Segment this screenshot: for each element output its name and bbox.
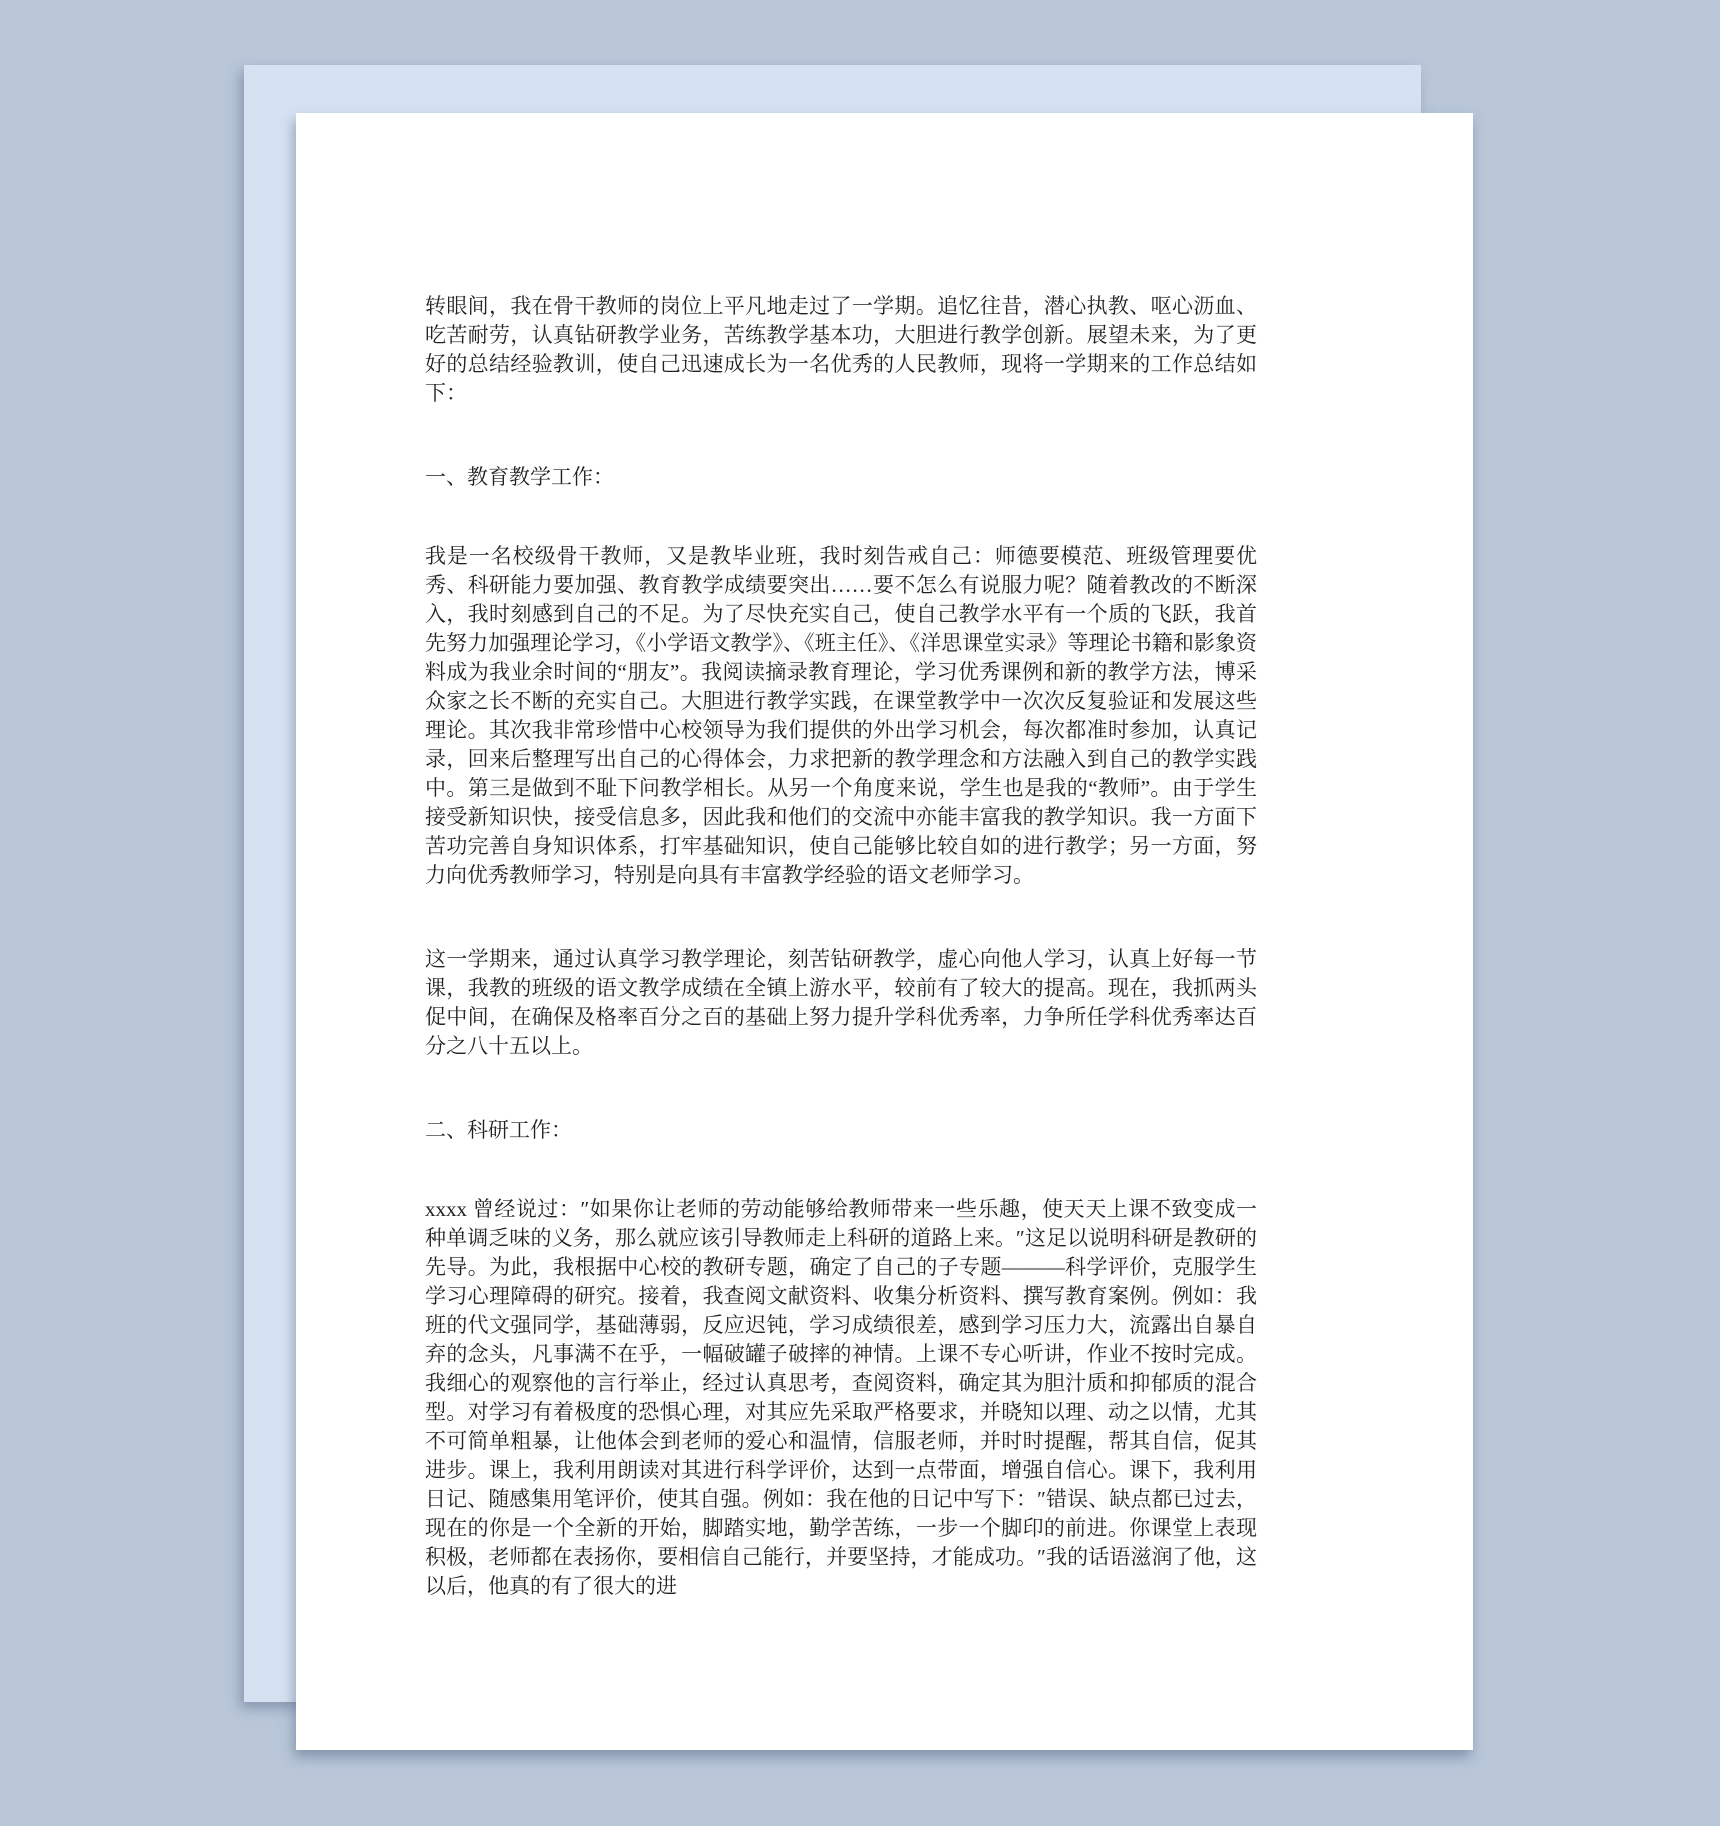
teaching-work-paragraph: 我是一名校级骨干教师，又是教毕业班，我时刻告戒自己：师德要模范、班级管理要优秀、科研能力要加强、教育教学成绩要突出……要不怎么有说服力呢？随着教改的不断深入，我时刻感到自己的不足。为了尽快充实自己，使自己教学水平有一个质的飞跃，我首先努力加强理论学习，《小学语文教学》、《班主任》、《洋思课堂实录》等理论书籍和影象资料成为我业余时间的“朋友”。我阅读摘录教育理论，学习优秀课例和新的教学方法，博采众家之长不断的充实自己。大胆进行教学实践，在课堂教学中一次次反复验证和发展这些理论。其次我非常珍惜中心校领导为我们提供的外出学习机会，每次都准时参加，认真记录，回来后整理写出自己的心得体会，力求把新的教学理念和方法融入到自己的教学实践中。第三是做到不耻下问教学相长。从另一个角度来说，学生也是我的“教师”。由于学生接受新知识快，接受信息多，因此我和他们的交流中亦能丰富我的教学知识。我一方面下苦功完善自身知识体系，打牢基础知识，使自己能够比较自如的进行教学；另一方面，努力向优秀教师学习，特别是向具有丰富教学经验的语文老师学习。 bbox=[425, 544, 1257, 887]
document-page bbox=[296, 113, 1473, 1750]
semester-results-paragraph: 这一学期来，通过认真学习教学理论，刻苦钻研教学，虚心向他人学习，认真上好每一节课，我教的班级的语文教学成绩在全镇上游水平，较前有了较大的提高。现在，我抓两头促中间，在确保及格率百分之百的基础上努力提升学科优秀率，力争所任学科优秀率达百分之八十五以上。 bbox=[425, 947, 1257, 1058]
intro-paragraph: 转眼间，我在骨干教师的岗位上平凡地走过了一学期。追忆往昔，潜心执教、呕心沥血、吃苦耐劳，认真钻研教学业务，苦练教学基本功，大胆进行教学创新。展望未来，为了更好的总结经验教训，使自己迅速成长为一名优秀的人民教师，现将一学期来的工作总结如下： bbox=[425, 294, 1257, 405]
section-heading-teaching-work: 一、教育教学工作： bbox=[425, 465, 614, 489]
section-heading-research-work: 二、科研工作： bbox=[425, 1118, 572, 1142]
research-work-paragraph: xxxx 曾经说过：″如果你让老师的劳动能够给教师带来一些乐趣，使天天上课不致变成一种单调乏味的义务，那么就应该引导教师走上科研的道路上来。″这足以说明科研是教研的先导。为此，我根据中心校的教研专题，确定了自己的子专题———科学评价，克服学生学习心理障碍的研究。接着，我查阅文献资料、收集分析资料、撰写教育案例。例如：我班的代文强同学，基础薄弱，反应迟钝，学习成绩很差，感到学习压力大，流露出自暴自弃的念头，凡事满不在乎，一幅破罐子破摔的神情。上课不专心听讲，作业不按时完成。我细心的观察他的言行举止，经过认真思考，查阅资料，确定其为胆汁质和抑郁质的混合型。对学习有着极度的恐惧心理，对其应先采取严格要求，并晓知以理、动之以情，尤其不可简单粗暴，让他体会到老师的爱心和温情，信服老师，并时时提醒，帮其自信，促其进步。课上，我利用朗读对其进行科学评价，达到一点带面，增强自信心。课下，我利用日记、随感集用笔评价，使其自强。例如：我在他的日记中写下：″错误、缺点都已过去，现在的你是一个全新的开始，脚踏实地，勤学苦练，一步一个脚印的前进。你课堂上表现积极，老师都在表扬你，要相信自己能行，并要坚持，才能成功。″我的话语滋润了他，这以后，他真的有了很大的进 bbox=[425, 1197, 1257, 1598]
